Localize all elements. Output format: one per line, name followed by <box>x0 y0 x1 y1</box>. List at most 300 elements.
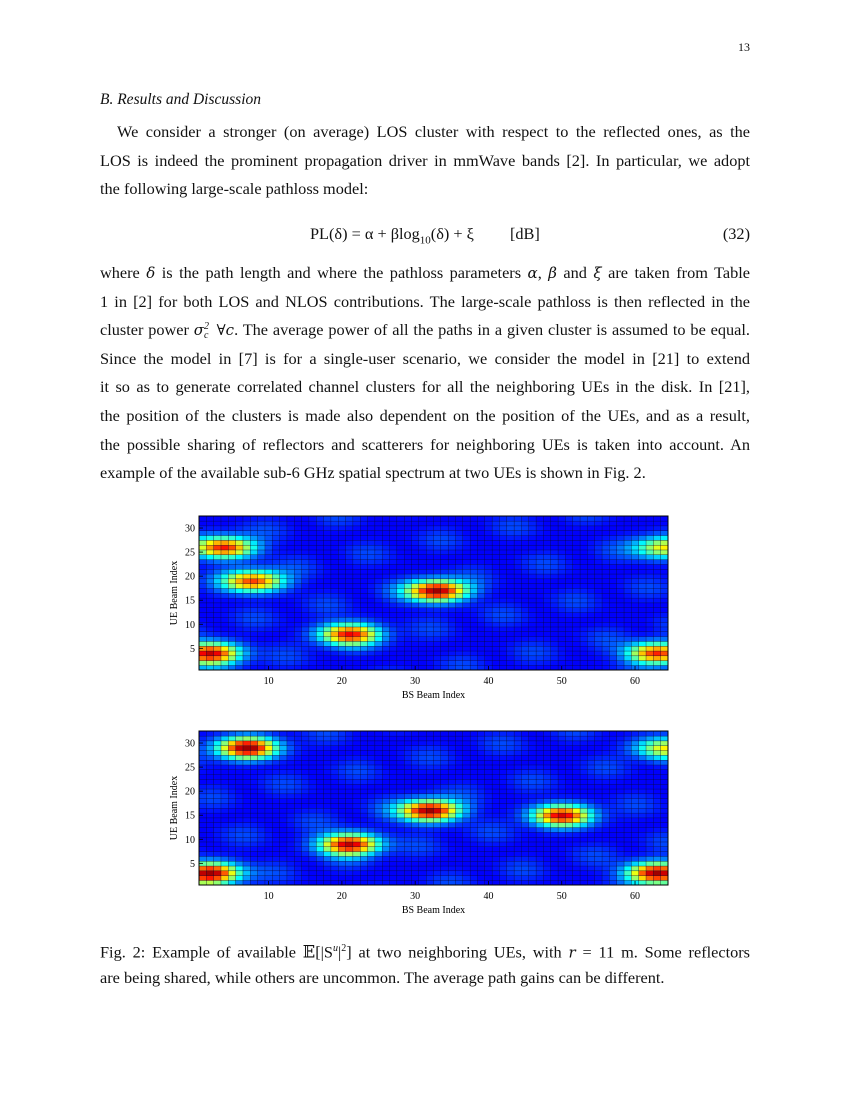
heatmap-cell <box>529 813 537 818</box>
heatmap-cell <box>441 550 449 555</box>
heatmap-cell <box>639 745 647 750</box>
heatmap-cell <box>617 813 625 818</box>
heatmap-cell <box>595 545 603 550</box>
heatmap-cell <box>302 808 310 813</box>
heatmap-cell <box>661 521 669 526</box>
heatmap-cell <box>507 736 515 741</box>
heatmap-cell <box>507 516 515 521</box>
heatmap-cell <box>338 530 346 535</box>
heatmap-cell <box>375 555 383 560</box>
heatmap-cell <box>404 569 412 574</box>
heatmap-cell <box>382 607 390 612</box>
heatmap-cell <box>602 660 610 665</box>
heatmap-cell <box>412 745 420 750</box>
heatmap-cell <box>346 794 354 799</box>
heatmap-cell <box>346 818 354 823</box>
heatmap-cell <box>529 579 537 584</box>
heatmap-cell <box>653 526 661 531</box>
heatmap-cell <box>206 545 214 550</box>
heatmap-cell <box>470 818 478 823</box>
heatmap-cell <box>375 856 383 861</box>
heatmap-cell <box>331 856 339 861</box>
heatmap-cell <box>302 530 310 535</box>
heatmap-cell <box>661 794 669 799</box>
heatmap-cell <box>272 555 280 560</box>
heatmap-cell <box>514 866 522 871</box>
heatmap-cell <box>412 607 420 612</box>
heatmap-cell <box>404 794 412 799</box>
heatmap-cell <box>448 521 456 526</box>
heatmap-cell <box>536 856 544 861</box>
heatmap-cell <box>441 808 449 813</box>
heatmap-cell <box>661 632 669 637</box>
heatmap-cell <box>609 651 617 656</box>
heatmap-cell <box>412 794 420 799</box>
heatmap-cell <box>375 632 383 637</box>
heatmap-cell <box>199 818 207 823</box>
heatmap-cell <box>272 530 280 535</box>
heatmap-cell <box>558 803 566 808</box>
heatmap-cell <box>199 803 207 808</box>
heatmap-cell <box>558 731 566 736</box>
heatmap-cell <box>595 837 603 842</box>
heatmap-cell <box>316 856 324 861</box>
heatmap-cell <box>258 784 266 789</box>
heatmap-cell <box>499 545 507 550</box>
heatmap-cell <box>536 636 544 641</box>
heatmap-cell <box>499 530 507 535</box>
heatmap-cell <box>521 583 529 588</box>
heatmap-cell <box>602 550 610 555</box>
heatmap-cell <box>265 564 273 569</box>
heatmap-cell <box>272 822 280 827</box>
heatmap-cell <box>419 636 427 641</box>
heatmap-cell <box>426 765 434 770</box>
heatmap-cell <box>199 593 207 598</box>
heatmap-cell <box>521 646 529 651</box>
heatmap-cell <box>302 832 310 837</box>
heatmap-cell <box>324 583 332 588</box>
heatmap-cell <box>631 646 639 651</box>
heatmap-cell <box>375 612 383 617</box>
heatmap-cell <box>302 745 310 750</box>
heatmap-cell <box>331 871 339 876</box>
heatmap-cell <box>397 516 405 521</box>
heatmap-cell <box>316 745 324 750</box>
heatmap-cell <box>470 794 478 799</box>
heatmap-cell <box>353 856 361 861</box>
heatmap-cell <box>514 646 522 651</box>
heatmap-cell <box>441 736 449 741</box>
heatmap-cell <box>265 535 273 540</box>
heatmap-cell <box>250 803 258 808</box>
heatmap-cell <box>280 516 288 521</box>
heatmap-cell <box>587 550 595 555</box>
heatmap-cell <box>360 564 368 569</box>
heatmap-cell <box>243 847 251 852</box>
heatmap-cell <box>390 555 398 560</box>
heatmap-cell <box>397 837 405 842</box>
heatmap-cell <box>280 603 288 608</box>
heatmap-cell <box>573 607 581 612</box>
heatmap-cell <box>250 851 258 856</box>
heatmap-cell <box>346 564 354 569</box>
heatmap-cell <box>492 646 500 651</box>
heatmap-cell <box>302 617 310 622</box>
heatmap-cell <box>485 646 493 651</box>
heatmap-cell <box>390 617 398 622</box>
heatmap-cell <box>434 646 442 651</box>
heatmap-cell <box>492 861 500 866</box>
heatmap-cell <box>250 632 258 637</box>
heatmap-cell <box>382 636 390 641</box>
heatmap-cell <box>580 660 588 665</box>
heatmap-cell <box>426 545 434 550</box>
heatmap-cell <box>236 755 244 760</box>
heatmap-cell <box>206 861 214 866</box>
heatmap-cell <box>236 818 244 823</box>
heatmap-cell <box>404 856 412 861</box>
heatmap-cell <box>434 550 442 555</box>
heatmap-cell <box>280 798 288 803</box>
heatmap-cell <box>331 607 339 612</box>
heatmap-cell <box>258 774 266 779</box>
heatmap-cell <box>448 784 456 789</box>
heatmap-cell <box>390 837 398 842</box>
heatmap-cell <box>499 808 507 813</box>
heatmap-cell <box>529 526 537 531</box>
heatmap-cell <box>404 842 412 847</box>
heatmap-cell <box>441 607 449 612</box>
heatmap-cell <box>404 651 412 656</box>
heatmap-cell <box>346 535 354 540</box>
heatmap-cell <box>514 521 522 526</box>
heatmap-cell <box>470 607 478 612</box>
heatmap-cell <box>426 526 434 531</box>
heatmap-cell <box>653 535 661 540</box>
heatmap-cell <box>441 741 449 746</box>
heatmap-cell <box>573 851 581 856</box>
heatmap-cell <box>419 803 427 808</box>
heatmap-cell <box>214 535 222 540</box>
heatmap-cell <box>228 832 236 837</box>
heatmap-cell <box>236 603 244 608</box>
heatmap-cell <box>206 574 214 579</box>
heatmap-cell <box>331 651 339 656</box>
heatmap-cell <box>455 559 463 564</box>
heatmap-cell <box>499 617 507 622</box>
heatmap-cell <box>228 861 236 866</box>
heatmap-cell <box>287 603 295 608</box>
heatmap-cell <box>558 516 566 521</box>
heatmap-cell <box>507 574 515 579</box>
heatmap-cell <box>346 808 354 813</box>
heatmap-cell <box>206 530 214 535</box>
heatmap-cell <box>206 588 214 593</box>
heatmap-cell <box>346 660 354 665</box>
heatmap-cell <box>558 530 566 535</box>
heatmap-cell <box>587 731 595 736</box>
heatmap-cell <box>602 617 610 622</box>
heatmap-cell <box>280 530 288 535</box>
heatmap-cell <box>551 760 559 765</box>
heatmap-cell <box>426 603 434 608</box>
heatmap-cell <box>448 526 456 531</box>
heatmap-cell <box>206 750 214 755</box>
heatmap-cell <box>565 579 573 584</box>
heatmap-cell <box>543 632 551 637</box>
heatmap-cell <box>250 583 258 588</box>
heatmap-cell <box>441 822 449 827</box>
heatmap-cell <box>441 521 449 526</box>
heatmap-cell <box>368 755 376 760</box>
heatmap-cell <box>631 593 639 598</box>
heatmap-cell <box>595 632 603 637</box>
heatmap-cell <box>558 745 566 750</box>
heatmap-cell <box>258 770 266 775</box>
heatmap-cell <box>397 627 405 632</box>
heatmap-cell <box>558 827 566 832</box>
heatmap-cell <box>646 627 654 632</box>
heatmap-cell <box>441 516 449 521</box>
heatmap-cell <box>243 550 251 555</box>
heatmap-cell <box>587 555 595 560</box>
heatmap-cell <box>448 550 456 555</box>
heatmap-cell <box>390 798 398 803</box>
heatmap-cell <box>565 875 573 880</box>
heatmap-cell <box>316 750 324 755</box>
heatmap-cell <box>551 736 559 741</box>
heatmap-cell <box>609 813 617 818</box>
heatmap-cell <box>573 526 581 531</box>
heatmap-cell <box>573 588 581 593</box>
heatmap-cell <box>221 794 229 799</box>
heatmap-ue2-svg <box>165 723 685 923</box>
heatmap-cell <box>287 530 295 535</box>
heatmap-cell <box>573 770 581 775</box>
heatmap-cell <box>455 822 463 827</box>
heatmap-cell <box>543 822 551 827</box>
heatmap-cell <box>587 808 595 813</box>
heatmap-cell <box>287 818 295 823</box>
heatmap-cell <box>514 760 522 765</box>
heatmap-cell <box>521 564 529 569</box>
heatmap-cell <box>375 794 383 799</box>
heatmap-cell <box>294 774 302 779</box>
heatmap-cell <box>412 516 420 521</box>
heatmap-cell <box>412 598 420 603</box>
heatmap-cell <box>485 851 493 856</box>
heatmap-cell <box>206 779 214 784</box>
heatmap-cell <box>602 813 610 818</box>
heatmap-cell <box>595 516 603 521</box>
heatmap-cell <box>455 535 463 540</box>
heatmap-cell <box>587 660 595 665</box>
heatmap-cell <box>455 564 463 569</box>
heatmap-cell <box>419 583 427 588</box>
heatmap-cell <box>199 760 207 765</box>
heatmap-cell <box>375 559 383 564</box>
heatmap-cell <box>661 818 669 823</box>
heatmap-cell <box>653 774 661 779</box>
heatmap-cell <box>492 755 500 760</box>
heatmap-cell <box>309 607 317 612</box>
heatmap-cell <box>390 564 398 569</box>
heatmap-cell <box>463 750 471 755</box>
heatmap-cell <box>258 607 266 612</box>
heatmap-cell <box>368 521 376 526</box>
heatmap-cell <box>441 588 449 593</box>
heatmap-cell <box>434 822 442 827</box>
heatmap-cell <box>375 875 383 880</box>
heatmap-cell <box>390 808 398 813</box>
heatmap-cell <box>346 798 354 803</box>
heatmap-cell <box>499 622 507 627</box>
heatmap-cell <box>214 622 222 627</box>
heatmap-cell <box>287 612 295 617</box>
heatmap-cell <box>631 598 639 603</box>
heatmap-cell <box>434 603 442 608</box>
heatmap-cell <box>287 731 295 736</box>
heatmap-cell <box>404 789 412 794</box>
heatmap-cell <box>624 784 632 789</box>
heatmap-cell <box>653 779 661 784</box>
heatmap-cell <box>492 856 500 861</box>
heatmap-cell <box>646 555 654 560</box>
heatmap-cell <box>536 617 544 622</box>
heatmap-cell <box>302 632 310 637</box>
heatmap-cell <box>375 607 383 612</box>
heatmap-cell <box>463 516 471 521</box>
heatmap-cell <box>258 731 266 736</box>
heatmap-cell <box>272 750 280 755</box>
heatmap-cell <box>272 617 280 622</box>
heatmap-cell <box>258 794 266 799</box>
heatmap-cell <box>536 632 544 637</box>
heatmap-cell <box>485 526 493 531</box>
heatmap-cell <box>353 526 361 531</box>
heatmap-cell <box>499 731 507 736</box>
heatmap-cell <box>485 822 493 827</box>
heatmap-cell <box>368 851 376 856</box>
heatmap-cell <box>448 545 456 550</box>
heatmap-cell <box>573 598 581 603</box>
heatmap-cell <box>206 526 214 531</box>
heatmap-cell <box>434 755 442 760</box>
heatmap-cell <box>236 651 244 656</box>
heatmap-cell <box>243 574 251 579</box>
heatmap-cell <box>375 832 383 837</box>
heatmap-cell <box>485 818 493 823</box>
heatmap-cell <box>272 813 280 818</box>
heatmap-cell <box>573 789 581 794</box>
heatmap-cell <box>639 641 647 646</box>
heatmap-cell <box>565 871 573 876</box>
heatmap-cell <box>492 550 500 555</box>
heatmap-cell <box>455 861 463 866</box>
heatmap-cell <box>368 832 376 837</box>
heatmap-cell <box>624 798 632 803</box>
heatmap-cell <box>338 856 346 861</box>
heatmap-cell <box>455 526 463 531</box>
heatmap-cell <box>294 856 302 861</box>
heatmap-cell <box>265 808 273 813</box>
heatmap-cell <box>236 822 244 827</box>
heatmap-cell <box>294 813 302 818</box>
heatmap-cell <box>250 856 258 861</box>
heatmap-cell <box>580 832 588 837</box>
heatmap-cell <box>631 622 639 627</box>
heatmap-cell <box>631 550 639 555</box>
heatmap-cell <box>448 808 456 813</box>
heatmap-cell <box>206 646 214 651</box>
heatmap-cell <box>580 550 588 555</box>
heatmap-cell <box>463 789 471 794</box>
heatmap-cell <box>426 808 434 813</box>
heatmap-cell <box>595 765 603 770</box>
heatmap-cell <box>595 808 603 813</box>
heatmap-cell <box>434 731 442 736</box>
heatmap-cell <box>646 765 654 770</box>
heatmap-cell <box>565 818 573 823</box>
heatmap-cell <box>646 856 654 861</box>
heatmap-cell <box>617 827 625 832</box>
heatmap-cell <box>646 660 654 665</box>
heatmap-cell <box>514 794 522 799</box>
heatmap-cell <box>602 871 610 876</box>
heatmap-cell <box>499 646 507 651</box>
y-axis-label: UE Beam Index <box>169 560 180 626</box>
heatmap-cell <box>602 516 610 521</box>
heatmap-cell <box>514 603 522 608</box>
heatmap-cell <box>280 856 288 861</box>
heatmap-cell <box>536 794 544 799</box>
heatmap-cell <box>199 607 207 612</box>
heatmap-cell <box>529 736 537 741</box>
heatmap-cell <box>397 827 405 832</box>
heatmap-cell <box>294 588 302 593</box>
heatmap-cell <box>485 875 493 880</box>
heatmap-cell <box>609 559 617 564</box>
heatmap-cell <box>463 798 471 803</box>
heatmap-cell <box>624 794 632 799</box>
heatmap-cell <box>250 731 258 736</box>
y-tick-label: 20 <box>185 571 195 583</box>
heatmap-cell <box>573 521 581 526</box>
heatmap-cell <box>368 579 376 584</box>
heatmap-cell <box>595 593 603 598</box>
heatmap-cell <box>485 808 493 813</box>
heatmap-cell <box>587 641 595 646</box>
heatmap-cell <box>441 526 449 531</box>
heatmap-cell <box>434 651 442 656</box>
heatmap-cell <box>551 832 559 837</box>
heatmap-cell <box>573 612 581 617</box>
heatmap-cell <box>492 607 500 612</box>
heatmap-cell <box>441 646 449 651</box>
heatmap-cell <box>441 579 449 584</box>
heatmap-cell <box>543 540 551 545</box>
heatmap-cell <box>302 641 310 646</box>
heatmap-cell <box>558 760 566 765</box>
heatmap-cell <box>463 574 471 579</box>
heatmap-cell <box>529 632 537 637</box>
heatmap-cell <box>573 755 581 760</box>
heatmap-cell <box>360 555 368 560</box>
heatmap-cell <box>265 651 273 656</box>
heatmap-cell <box>280 871 288 876</box>
heatmap-cell <box>221 871 229 876</box>
